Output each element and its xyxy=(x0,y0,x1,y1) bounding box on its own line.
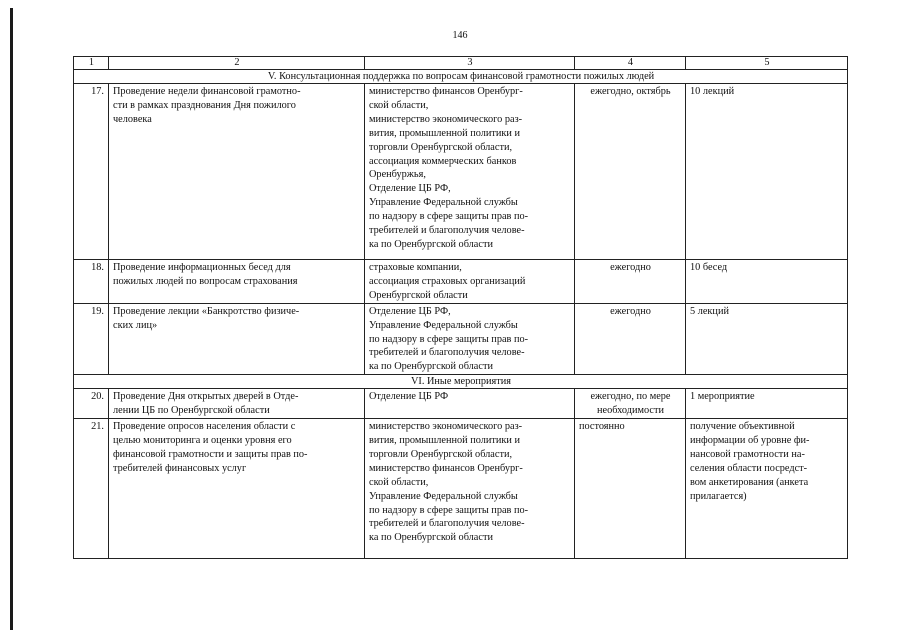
section-title: V. Консультационная поддержка по вопросам финансовой грамотности пожилых людей xyxy=(74,70,848,84)
column-number: 1 xyxy=(74,57,109,70)
text-line: Оренбургской области xyxy=(369,289,468,301)
result-cell xyxy=(686,303,848,375)
text-line: Управление Федеральной службы xyxy=(369,197,518,209)
row-number: 19. xyxy=(74,303,109,375)
event-description xyxy=(109,303,365,375)
text-line: Проведение информационных бесед для xyxy=(113,262,291,273)
text-line: ежегодно xyxy=(610,262,651,273)
text-line: 1 мероприятие xyxy=(690,391,755,403)
text-line: 10 лекций xyxy=(690,86,735,97)
text-line: пожилых людей по вопросам страхования xyxy=(113,275,298,287)
table-row xyxy=(74,84,848,260)
text-line: торговли Оренбургской области, xyxy=(369,448,513,460)
text-line: лении ЦБ по Оренбургской области xyxy=(113,405,270,417)
text-line: Отделение ЦБ РФ xyxy=(369,391,449,403)
executors-cell xyxy=(365,260,575,304)
period-cell xyxy=(575,389,686,419)
text-line: целью мониторинга и оценки уровня его xyxy=(113,434,292,446)
text-line: по надзору в сфере защиты прав по- xyxy=(369,333,529,345)
page-number: 146 xyxy=(452,30,468,41)
text-line: Управление Федеральной службы xyxy=(369,319,518,331)
text-line: министерство финансов Оренбург- xyxy=(369,86,523,97)
column-number: 4 xyxy=(575,57,686,70)
executors-cell xyxy=(365,303,575,375)
result-cell xyxy=(686,419,848,559)
text-line: Отделение ЦБ РФ, xyxy=(369,183,451,195)
table-row xyxy=(74,389,848,419)
text-line: ежегодно, по мере xyxy=(590,391,671,403)
text-line: Проведение Дня открытых дверей в Отде- xyxy=(113,391,299,403)
text-line: министерство экономического раз- xyxy=(369,113,523,125)
event-description xyxy=(109,260,365,304)
text-line: требителей и благополучия челове- xyxy=(369,225,525,237)
text-line: прилагается) xyxy=(690,490,747,502)
text-line: ка по Оренбургской области xyxy=(369,238,493,250)
text-line: министерство экономического раз- xyxy=(369,421,523,433)
row-number: 20. xyxy=(74,389,109,419)
text-line: по надзору в сфере защиты прав по- xyxy=(369,504,529,516)
text-line: торговли Оренбургской области, xyxy=(369,141,513,153)
column-number-row xyxy=(74,57,848,70)
text-line: ассоциация коммерческих банков xyxy=(369,155,517,167)
section-title: VI. Иные мероприятия xyxy=(74,375,848,389)
text-line: ежегодно, октябрь xyxy=(590,86,671,97)
text-line: ка по Оренбургской области xyxy=(369,532,493,544)
column-number: 5 xyxy=(686,57,848,70)
text-line: ской области, xyxy=(369,99,429,111)
text-line: селения области посредст- xyxy=(690,462,808,474)
row-number: 21. xyxy=(74,419,109,559)
text-line: по надзору в сфере защиты прав по- xyxy=(369,211,529,223)
text-line: вом анкетирования (анкета xyxy=(690,476,809,488)
events-table xyxy=(73,56,848,559)
row-number: 17. xyxy=(74,84,109,260)
binding-edge-bar xyxy=(10,8,13,630)
text-line: информации об уровне фи- xyxy=(690,434,810,446)
executors-cell xyxy=(365,84,575,260)
text-line: министерство финансов Оренбург- xyxy=(369,462,523,474)
text-line: Отделение ЦБ РФ, xyxy=(369,305,451,317)
text-line: необходимости xyxy=(597,405,664,417)
text-line: Проведение лекции «Банкротство физиче- xyxy=(113,305,300,317)
table-row xyxy=(74,260,848,304)
text-line: финансовой грамотности и защиты прав по- xyxy=(113,448,308,460)
event-description xyxy=(109,419,365,559)
text-line: ежегодно xyxy=(610,305,651,317)
text-line: требителей и благополучия челове- xyxy=(369,347,525,359)
period-cell xyxy=(575,419,686,559)
row-number: 18. xyxy=(74,260,109,304)
text-line: ских лиц» xyxy=(113,319,158,331)
executors-cell xyxy=(365,389,575,419)
text-line: ассоциация страховых организаций xyxy=(369,275,526,287)
text-line: сти в рамках празднования Дня пожилого xyxy=(113,99,296,111)
result-cell xyxy=(686,84,848,260)
text-line: страховые компании, xyxy=(369,262,462,273)
events-table-body xyxy=(74,57,848,559)
event-description xyxy=(109,389,365,419)
event-description xyxy=(109,84,365,260)
text-line: Управление Федеральной службы xyxy=(369,490,518,502)
text-line: Оренбуржья, xyxy=(369,169,426,181)
text-line: вития, промышленной политики и xyxy=(369,127,520,139)
text-line: 5 лекций xyxy=(690,305,729,317)
period-cell xyxy=(575,84,686,260)
text-line: ской области, xyxy=(369,476,429,488)
text-line: 10 бесед xyxy=(690,262,728,273)
text-line: постоянно xyxy=(579,421,625,433)
text-line: требителей финансовых услуг xyxy=(113,462,247,474)
text-line: Проведение недели финансовой грамотно- xyxy=(113,86,301,97)
text-line: вития, промышленной политики и xyxy=(369,434,520,446)
text-line: человека xyxy=(113,113,152,125)
result-cell xyxy=(686,389,848,419)
text-line: ка по Оренбургской области xyxy=(369,361,493,373)
column-number: 3 xyxy=(365,57,575,70)
period-cell xyxy=(575,260,686,304)
section-row xyxy=(74,375,848,389)
period-cell xyxy=(575,303,686,375)
result-cell xyxy=(686,260,848,304)
text-line: Проведение опросов населения области с xyxy=(113,421,296,433)
table-row xyxy=(74,419,848,559)
section-row xyxy=(74,70,848,84)
text-line: нансовой грамотности на- xyxy=(690,448,805,460)
executors-cell xyxy=(365,419,575,559)
text-line: получение объективной xyxy=(690,421,795,433)
table-row xyxy=(74,303,848,375)
text-line: требителей и благополучия челове- xyxy=(369,518,525,530)
column-number: 2 xyxy=(109,57,365,70)
